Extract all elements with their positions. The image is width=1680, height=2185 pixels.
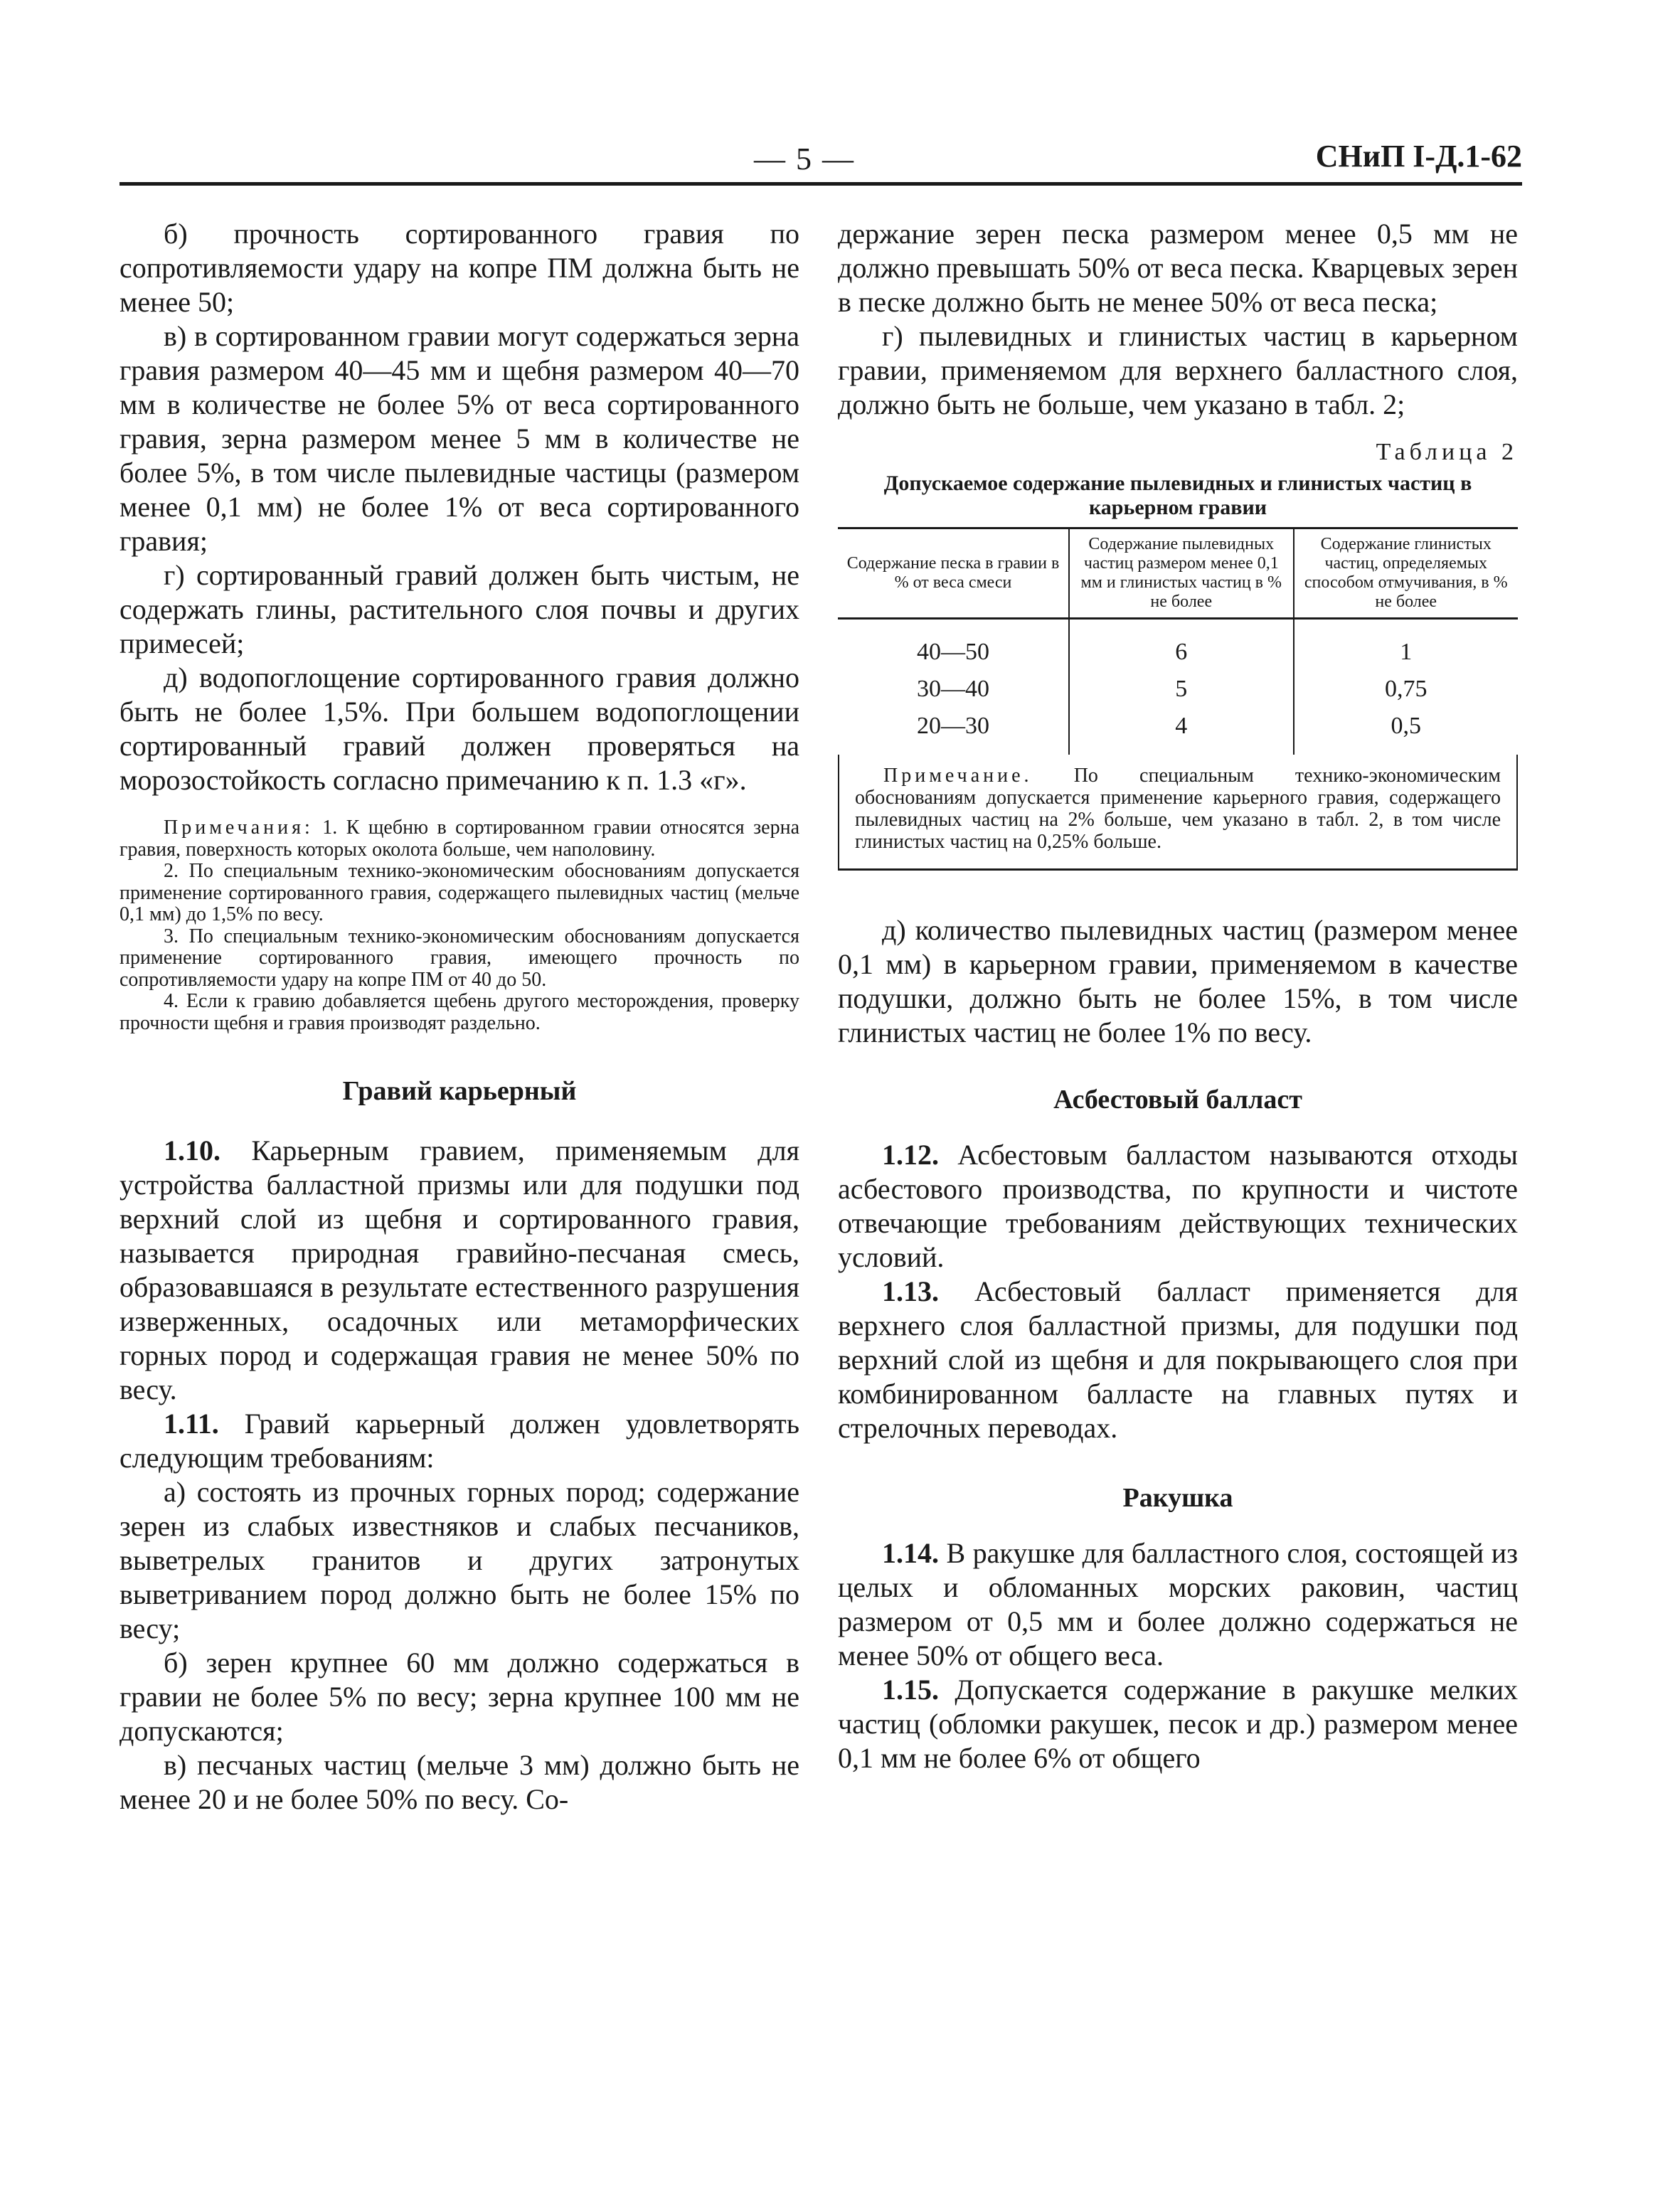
note-1-text: 1. К щебню в сортированном гравии относятся зерна гравия, поверхность которых околота больше, чем наполовину. bbox=[119, 817, 799, 861]
table-header-row bbox=[838, 528, 1518, 619]
paragraph-1-12-text: Асбестовым балластом называются отходы асбестового производства, по крупности и чистоте отвечающие требованиям действующих технических условий. bbox=[838, 1139, 1518, 1273]
table-header-cell: Содержание глинистых частиц, определяемых способом отмучивания, в % не более bbox=[1294, 528, 1519, 619]
table-row bbox=[838, 708, 1518, 755]
table-header-cell: Содержание песка в гравии в % от веса смеси bbox=[838, 528, 1069, 619]
left-column bbox=[119, 217, 799, 1817]
section-title-quarry-gravel: Гравий карьерный bbox=[342, 1076, 577, 1106]
paragraph-1-11-number: 1.11. bbox=[164, 1408, 219, 1440]
paragraph-1-15-number: 1.15. bbox=[882, 1674, 939, 1706]
paragraph-1-13-text: Асбестовый балласт применяется для верхнего слоя балластной призмы, для подушки под верхний слой из щебня и для покрывающего слоя при комбинированном балласте на главных путях и стрелочных переводах. bbox=[838, 1275, 1519, 1444]
paragraph-1-14-number: 1.14. bbox=[882, 1537, 939, 1569]
paragraph-1-12 bbox=[838, 1138, 1518, 1275]
paragraph-1-11 bbox=[119, 1407, 799, 1475]
header-rule bbox=[119, 182, 1522, 186]
table-cell: 20—30 bbox=[917, 713, 990, 739]
paragraph-1-14 bbox=[838, 1536, 1518, 1673]
paragraph-1-13 bbox=[838, 1275, 1518, 1445]
item-g-cleanliness: г) сортированный гравий должен быть чистым, не содержать глины, растительного слоя почвы и других примесей; bbox=[119, 559, 799, 659]
table-caption: Таблица 2 bbox=[1376, 439, 1518, 465]
right-column bbox=[838, 217, 1518, 1775]
item-b-strength: б) прочность сортированного гравия по сопротивляемости удару на копре ПМ должна быть не менее 50; bbox=[119, 218, 799, 318]
notes-block bbox=[119, 817, 799, 1034]
table-header-cell: Содержание пылевидных частиц размером менее 0,1 мм и глинистых частиц в % не более bbox=[1069, 528, 1293, 619]
item-g-dust-clay: г) пылевидных и глинистых частиц в карьерном гравии, применяемом для верхнего балластного слоя, должно быть не больше, чем указано в табл. 2; bbox=[838, 320, 1518, 420]
note-4: 4. Если к гравию добавляется щебень другого месторождения, проверку прочности щебня и гравия производят раздельно. bbox=[119, 990, 799, 1034]
section-title-asbestos-ballast: Асбестовый балласт bbox=[1053, 1085, 1302, 1115]
table-cell: 5 bbox=[1069, 671, 1293, 708]
section-title-shell-ballast: Ракушка bbox=[1122, 1483, 1233, 1513]
note-1 bbox=[119, 817, 799, 861]
notes-label: Примечания: bbox=[164, 817, 314, 839]
paragraph-1-14-text: В ракушке для балластного слоя, состоящей из целых и обломанных морских раковин, частиц размером от 0,5 мм и более должно содержаться не менее 50% от общего веса. bbox=[838, 1537, 1519, 1671]
table-row bbox=[838, 619, 1518, 671]
item-d-water-absorption: д) водопоглощение сортированного гравия должно быть не более 1,5%. При большем водопоглощении сортированный гравий должен проверяться на морозостойкость согласно примечанию к п. 1.3 «г». bbox=[119, 661, 799, 796]
item-v-grain-size: в) в сортированном гравии могут содержаться зерна гравия размером 40—45 мм и щебня размером 40—70 мм в количестве не более 5% от веса сортированного гравия, зерна размером менее 5 мм в количестве не более 5%, в том числе пылевидные частицы (размером менее 0,1 мм) не более 1% от веса сортированного гравия; bbox=[119, 320, 799, 557]
page-number: — 5 — bbox=[754, 142, 855, 176]
table-cell: 1 bbox=[1294, 619, 1519, 671]
paragraph-1-13-number: 1.13. bbox=[882, 1275, 939, 1307]
table-note-text: По специальным технико-экономическим обоснованиям допускается применение карьерного гравия, содержащего пылевидных частиц на 2% больше, чем указано в табл. 2, в том числе глинистых частиц на 0,25% больше. bbox=[855, 765, 1501, 853]
item-v-sand-particles: в) песчаных частиц (мельче 3 мм) должно быть не менее 20 и не более 50% по весу. Со- bbox=[119, 1749, 799, 1815]
document-code: СНиП I-Д.1-62 bbox=[1315, 139, 1522, 174]
table-cell: 30—40 bbox=[917, 676, 990, 702]
paragraph-1-15 bbox=[838, 1673, 1518, 1775]
paragraph-1-10-number: 1.10. bbox=[164, 1134, 220, 1166]
item-b-large-grains: б) зерен крупнее 60 мм должно содержаться в гравии не более 5% по весу; зерна крупнее 100 мм не допускаются; bbox=[119, 1647, 799, 1747]
table-title: Допускаемое содержание пылевидных и глинистых частиц в карьерном гравии bbox=[883, 472, 1472, 519]
paragraph-1-10 bbox=[119, 1134, 799, 1407]
item-v-continuation: держание зерен песка размером менее 0,5 мм не должно превышать 50% от веса песка. Кварцевых зерен в песке должно быть не менее 50% от веса песка; bbox=[838, 218, 1518, 318]
item-d-dust-cushion: д) количество пылевидных частиц (размером менее 0,1 мм) в карьерном гравии, применяемом в качестве подушки, должно быть не более 15%, в том числе глинистых частиц не более 1% по весу. bbox=[838, 914, 1518, 1048]
paragraph-1-10-text: Карьерным гравием, применяемым для устройства балластной призмы или для подушки под верхний слой из щебня и сортированного гравия, называется природная гравийно-песчаная смесь, образовавшаяся в результате естественного разрушения изверженных, осадочных или метаморфических горных пород и содержащая гравия не менее 50% по весу. bbox=[119, 1134, 800, 1405]
table-note bbox=[838, 755, 1518, 871]
table-cell: 0,5 bbox=[1294, 708, 1519, 755]
paragraph-1-15-text: Допускается содержание в ракушке мелких частиц (обломки ракушек, песок и др.) размером менее 0,1 мм не более 6% от общего bbox=[838, 1674, 1519, 1774]
item-a-rock-strength: а) состоять из прочных горных пород; содержание зерен из слабых известняков и слабых песчаников, выветрелых гранитов и других затронутых выветриванием пород должно быть не более 15% по весу; bbox=[119, 1476, 799, 1644]
paragraph-1-12-number: 1.12. bbox=[882, 1139, 939, 1171]
table-note-label: Примечание. bbox=[883, 765, 1033, 787]
note-2: 2. По специальным технико-экономическим обоснованиям допускается применение сортированного гравия, содержащего пылевидных частиц (мельче 0,1 мм) до 1,5% по весу. bbox=[119, 860, 799, 925]
note-3: 3. По специальным технико-экономическим обоснованиям допускается применение сортированного гравия, имеющего прочность по сопротивляемости удару на копре ПМ от 40 до 50. bbox=[119, 925, 799, 991]
table-cell: 0,75 bbox=[1294, 671, 1519, 708]
paragraph-1-11-text: Гравий карьерный должен удовлетворять следующим требованиям: bbox=[119, 1408, 800, 1474]
table-row bbox=[838, 671, 1518, 708]
table-cell: 4 bbox=[1069, 708, 1293, 755]
table-cell: 6 bbox=[1069, 619, 1293, 671]
table-cell: 40—50 bbox=[917, 639, 990, 665]
table-2 bbox=[838, 527, 1518, 755]
